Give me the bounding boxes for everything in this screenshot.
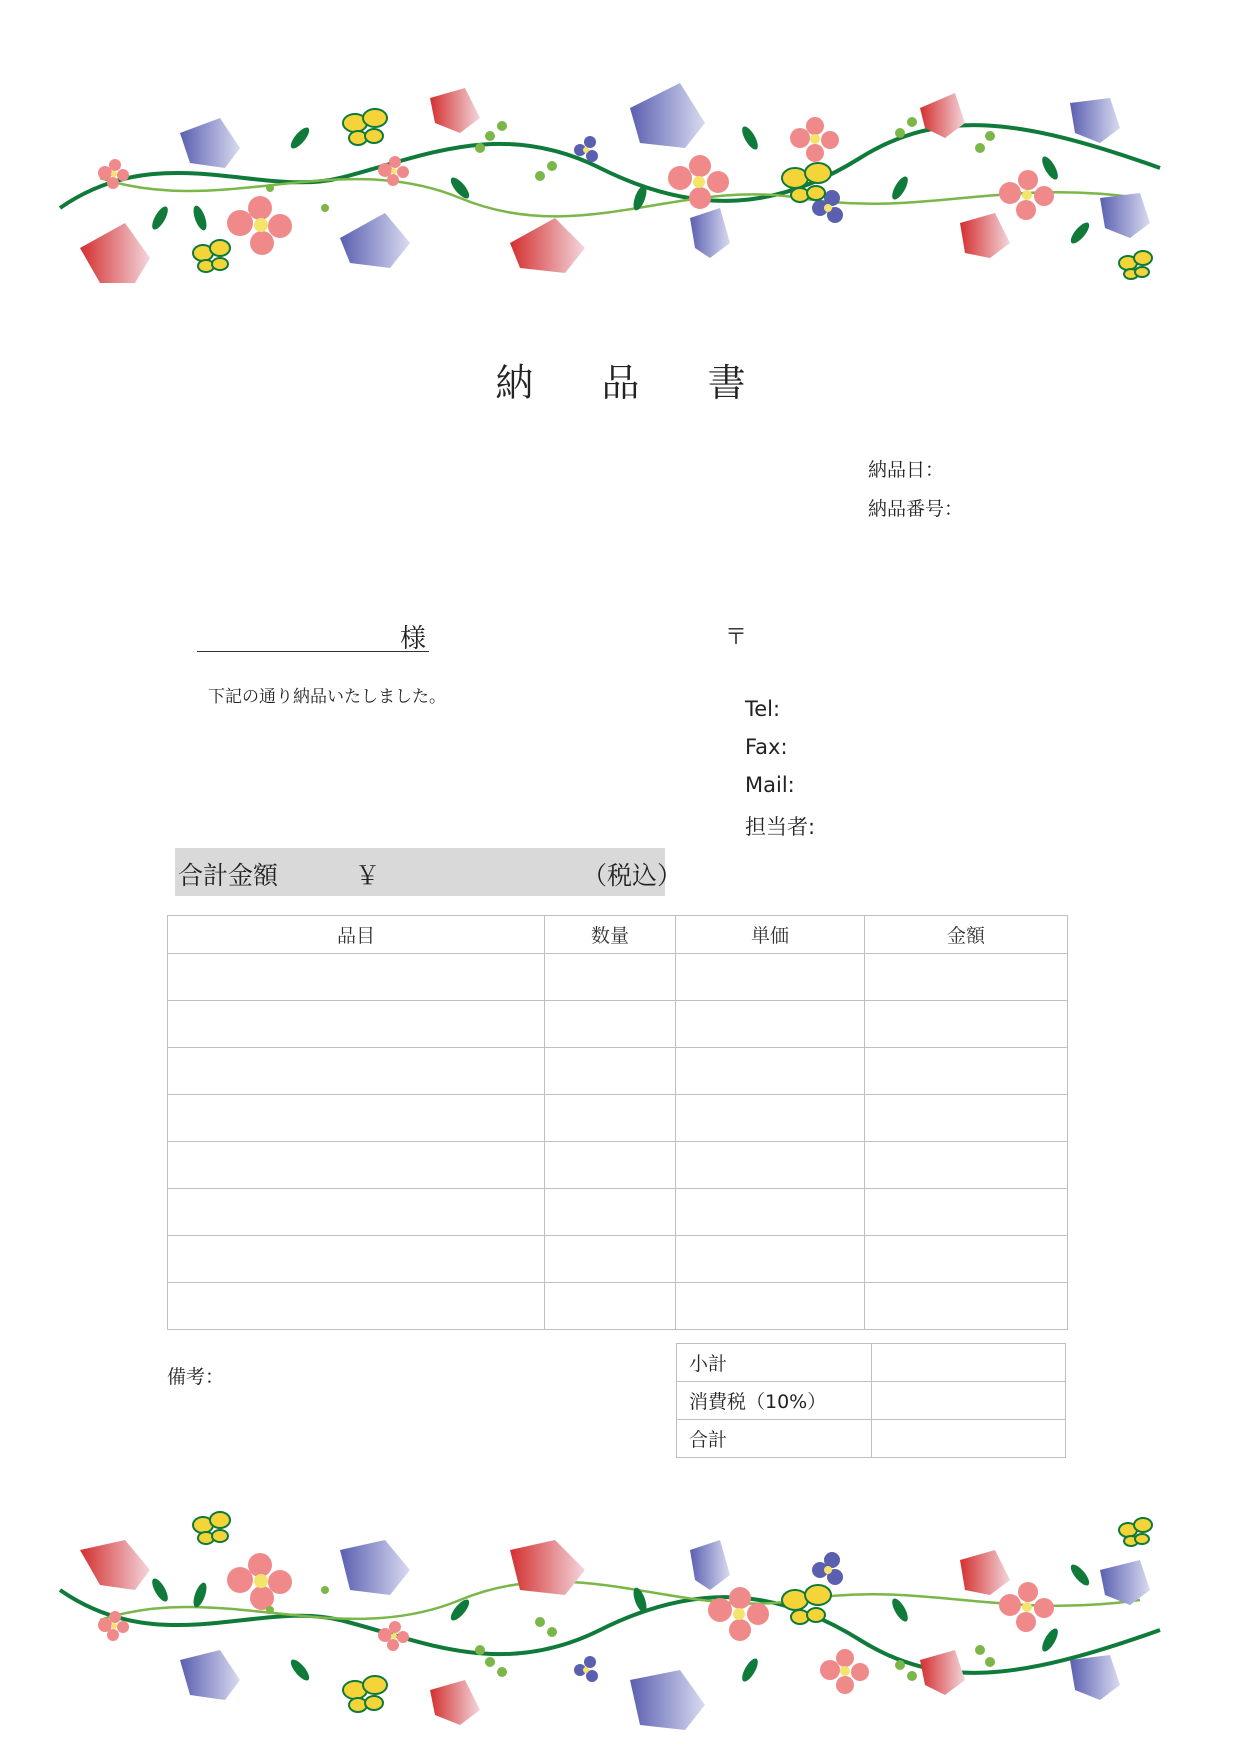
- tel-label: Tel:: [745, 697, 781, 721]
- butterfly-icon: [193, 240, 230, 272]
- tax-included-note: （税込）: [582, 861, 683, 890]
- bell-flower-icon: [960, 1550, 1010, 1595]
- item-cell[interactable]: [168, 954, 545, 1001]
- fax-label: Fax:: [745, 735, 788, 759]
- tax-row: [677, 1382, 1066, 1420]
- quantity-cell[interactable]: [545, 1189, 676, 1236]
- table-row: [168, 1236, 1068, 1283]
- amount-cell[interactable]: [865, 954, 1068, 1001]
- header-unit-price: 単価: [676, 916, 865, 954]
- tax-label: 消費税（10%）: [677, 1382, 872, 1420]
- bell-flower-icon: [920, 1650, 965, 1695]
- grand-total-value[interactable]: [872, 1420, 1066, 1458]
- bell-flower-icon: [630, 1670, 705, 1730]
- bell-flower-icon: [180, 118, 240, 168]
- bell-flower-icon: [690, 1540, 730, 1590]
- butterfly-icon: [782, 1585, 831, 1624]
- amount-cell[interactable]: [865, 1095, 1068, 1142]
- item-cell[interactable]: [168, 1142, 545, 1189]
- butterfly-icon: [343, 109, 387, 145]
- butterfly-icon: [1119, 251, 1152, 279]
- unit-price-cell[interactable]: [676, 1236, 865, 1283]
- violet-icon: [812, 1552, 843, 1585]
- butterfly-icon: [1119, 1518, 1152, 1546]
- bell-flower-icon: [510, 1540, 585, 1595]
- quantity-cell[interactable]: [545, 1001, 676, 1048]
- subtotal-value[interactable]: [872, 1344, 1066, 1382]
- bell-flower-icon: [1070, 1655, 1120, 1700]
- blossom-icon: [790, 117, 839, 162]
- unit-price-cell[interactable]: [676, 1095, 865, 1142]
- amount-cell[interactable]: [865, 1283, 1068, 1330]
- quantity-cell[interactable]: [545, 954, 676, 1001]
- mail-label: Mail:: [745, 773, 795, 797]
- bell-flower-icon: [180, 1650, 240, 1700]
- quantity-cell[interactable]: [545, 1283, 676, 1330]
- person-in-charge-label: 担当者:: [745, 815, 816, 839]
- table-row: [168, 1142, 1068, 1189]
- unit-price-cell[interactable]: [676, 1189, 865, 1236]
- amount-cell[interactable]: [865, 1142, 1068, 1189]
- page-title: 納 品 書: [495, 361, 774, 405]
- item-cell[interactable]: [168, 1048, 545, 1095]
- table-row: [168, 1283, 1068, 1330]
- floral-garland-bottom: [40, 1500, 1200, 1740]
- tax-value[interactable]: [872, 1382, 1066, 1420]
- bell-flower-icon: [630, 83, 705, 148]
- floral-garland-top: [40, 58, 1200, 298]
- item-cell[interactable]: [168, 1283, 545, 1330]
- blossom-icon: [98, 1611, 129, 1641]
- bell-flower-icon: [690, 208, 730, 258]
- summary-table: [676, 1343, 1066, 1458]
- amount-cell[interactable]: [865, 1189, 1068, 1236]
- items-header-row: [168, 916, 1068, 954]
- amount-cell[interactable]: [865, 1236, 1068, 1283]
- unit-price-cell[interactable]: [676, 1001, 865, 1048]
- butterfly-icon: [193, 1512, 230, 1544]
- table-row: [168, 954, 1068, 1001]
- grand-total-row: [677, 1420, 1066, 1458]
- amount-cell[interactable]: [865, 1048, 1068, 1095]
- item-cell[interactable]: [168, 1189, 545, 1236]
- bell-flower-icon: [510, 218, 585, 273]
- blossom-icon: [227, 196, 292, 255]
- bell-flower-icon: [1100, 193, 1150, 238]
- header-amount: 金額: [865, 916, 1068, 954]
- unit-price-cell[interactable]: [676, 1142, 865, 1189]
- bell-flower-icon: [430, 88, 480, 133]
- blossom-icon: [999, 1582, 1054, 1632]
- table-row: [168, 1048, 1068, 1095]
- unit-price-cell[interactable]: [676, 1048, 865, 1095]
- item-cell[interactable]: [168, 1236, 545, 1283]
- bell-flower-icon: [1100, 1560, 1150, 1605]
- quantity-cell[interactable]: [545, 1095, 676, 1142]
- delivery-date-label: 納品日：: [868, 459, 945, 481]
- quantity-cell[interactable]: [545, 1142, 676, 1189]
- bell-flower-icon: [340, 1540, 410, 1595]
- recipient-name-line[interactable]: [197, 651, 429, 652]
- subtotal-row: [677, 1344, 1066, 1382]
- blossom-icon: [820, 1649, 869, 1694]
- blossom-icon: [378, 1621, 409, 1651]
- total-amount-label: 合計金額: [178, 861, 279, 890]
- blossom-icon: [227, 1553, 292, 1610]
- unit-price-cell[interactable]: [676, 1283, 865, 1330]
- amount-cell[interactable]: [865, 1001, 1068, 1048]
- unit-price-cell[interactable]: [676, 954, 865, 1001]
- bell-flower-icon: [960, 213, 1010, 258]
- table-row: [168, 1001, 1068, 1048]
- postal-mark: 〒: [725, 625, 748, 650]
- butterfly-icon: [343, 1676, 387, 1712]
- currency-symbol: ￥: [355, 861, 381, 890]
- table-row: [168, 1189, 1068, 1236]
- remarks-label: 備考：: [167, 1366, 225, 1388]
- bell-flower-icon: [1070, 98, 1120, 143]
- blossom-icon: [708, 1587, 769, 1641]
- grand-total-label: 合計: [677, 1420, 872, 1458]
- quantity-cell[interactable]: [545, 1236, 676, 1283]
- bell-flower-icon: [430, 1680, 480, 1725]
- quantity-cell[interactable]: [545, 1048, 676, 1095]
- header-item: 品目: [168, 916, 545, 954]
- violet-icon: [574, 1656, 598, 1682]
- table-row: [168, 1095, 1068, 1142]
- items-table: [167, 915, 1068, 1330]
- item-cell[interactable]: [168, 1095, 545, 1142]
- sprig-cluster: [266, 1586, 995, 1681]
- bell-flower-icon: [80, 223, 150, 283]
- bell-flower-icon: [80, 1540, 150, 1590]
- blossom-icon: [999, 170, 1054, 220]
- delivery-number-label: 納品番号：: [868, 498, 964, 520]
- intro-text: 下記の通り納品いたしました。: [208, 687, 446, 707]
- subtotal-label: 小計: [677, 1344, 872, 1382]
- header-quantity: 数量: [545, 916, 676, 954]
- recipient-honorific: 様: [400, 624, 427, 654]
- item-cell[interactable]: [168, 1001, 545, 1048]
- bell-flower-icon: [340, 213, 410, 268]
